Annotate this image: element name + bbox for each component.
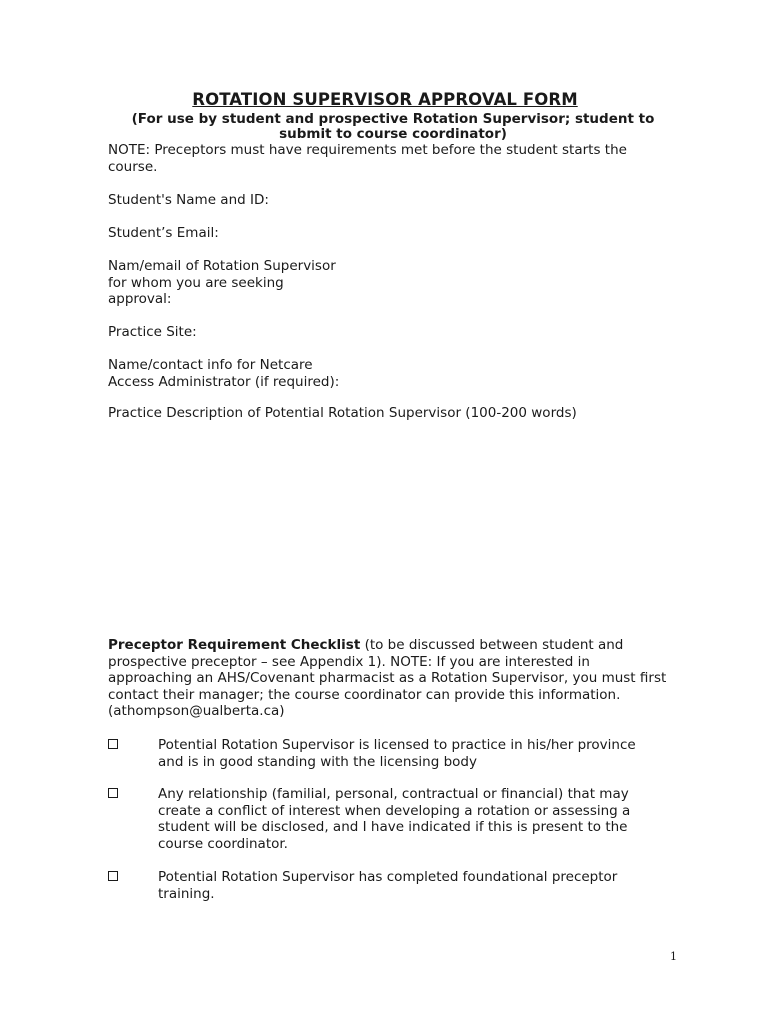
checkbox-licensed[interactable] [108, 739, 118, 749]
checkbox-preceptor-training[interactable] [108, 871, 118, 881]
checklist-intro-text: (to be discussed between student and prospective preceptor – see Appendix 1). NOTE: If you are interested in approaching an AHS/Covenant pharmacist as a Rotation Supervisor, you must first contact their manager; the course coordinator can provide this information. (athompson@ualberta.ca) [108, 637, 667, 720]
checklist-item-text: Potential Rotation Supervisor has completed foundational preceptor training. [158, 869, 618, 902]
checklist-item-text: Potential Rotation Supervisor is licensed to practice in his/her province and is in good standing with the licensing body [158, 737, 636, 770]
checkbox-conflict-of-interest[interactable] [108, 788, 118, 798]
student-name-field-label: Student's Name and ID: [108, 192, 269, 208]
supervisor-field-label: Nam/email of Rotation Supervisor for whom you are seeking approval: [108, 258, 336, 308]
practice-site-field-label: Practice Site: [108, 324, 197, 340]
checklist-heading: Preceptor Requirement Checklist [108, 637, 361, 653]
form-title: ROTATION SUPERVISOR APPROVAL FORM [192, 90, 578, 109]
practice-description-field-label: Practice Description of Potential Rotation Supervisor (100-200 words) [108, 405, 577, 421]
form-subtitle: (For use by student and prospective Rotation Supervisor; student to submit to course coordinator) [131, 111, 655, 142]
student-email-field-label: Student’s Email: [108, 225, 219, 241]
netcare-admin-field-label: Name/contact info for Netcare Access Administrator (if required): [108, 357, 340, 390]
checklist-item-text: Any relationship (familial, personal, contractual or financial) that may create a conflict of interest when developing a rotation or assessing a student will be disclosed, and I have indicated if this is present to the course coordinator. [158, 786, 631, 852]
requirements-note: NOTE: Preceptors must have requirements met before the student starts the course. [108, 142, 627, 175]
page-number: 1 [670, 950, 677, 963]
checklist-intro [108, 637, 668, 720]
